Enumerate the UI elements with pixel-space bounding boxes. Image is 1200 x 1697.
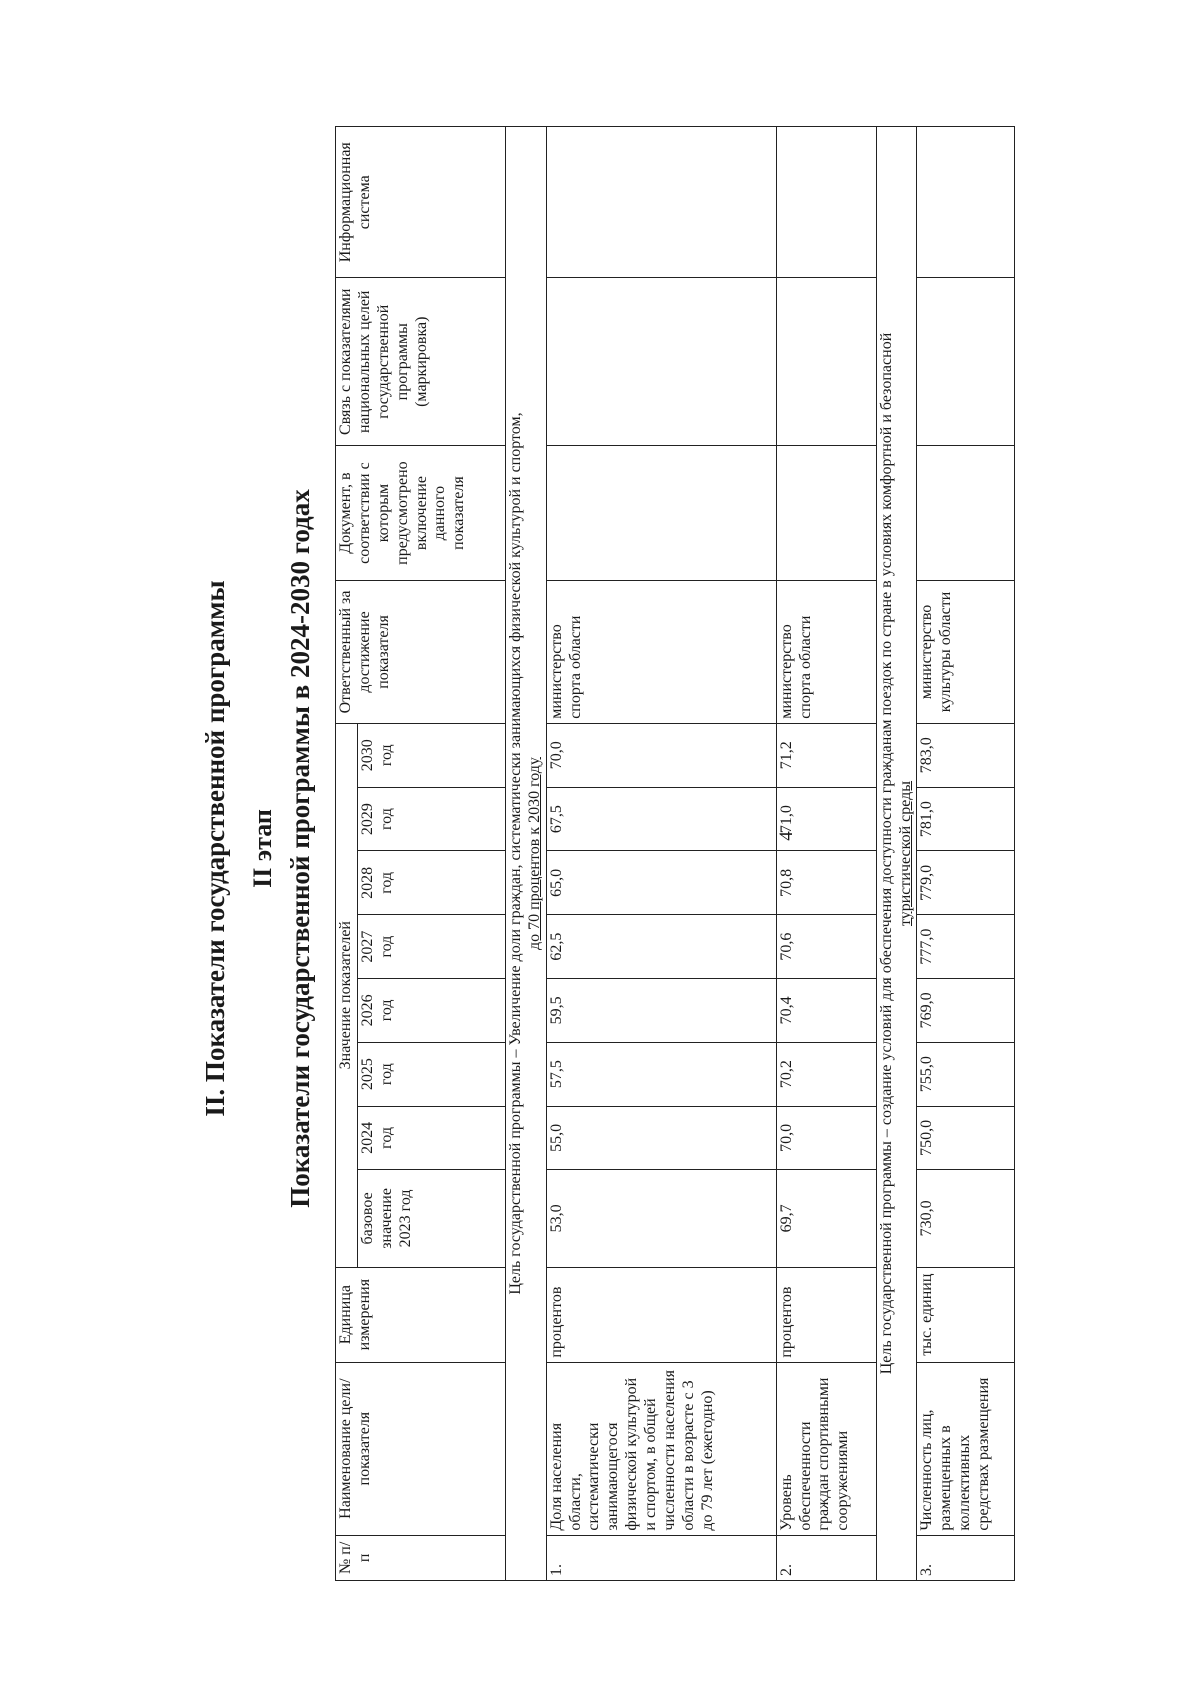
row-document xyxy=(917,446,1015,581)
row-name: Доля населения области, систематически занимающегося физической культурой и спортом, в общей численности населения области в возрасте с 3 до 79 лет (ежегодно) xyxy=(546,1362,776,1535)
header-responsible: Ответственный за достижение показателя xyxy=(336,581,506,724)
row-value: 57,5 xyxy=(546,1042,776,1106)
table-row xyxy=(917,127,1015,1581)
table-row xyxy=(546,127,776,1581)
row-base: 53,0 xyxy=(546,1170,776,1267)
row-link xyxy=(776,278,876,446)
row-base: 730,0 xyxy=(917,1170,1015,1267)
header-year: 2029 год xyxy=(357,787,505,851)
row-value: 71,2 xyxy=(776,723,876,787)
row-value: 755,0 xyxy=(917,1042,1015,1106)
page-number: 4 xyxy=(776,831,797,841)
row-value: 779,0 xyxy=(917,851,1015,915)
header-name: Наименование цели/показателя xyxy=(336,1362,506,1535)
table-row xyxy=(776,127,876,1581)
header-row-top xyxy=(336,127,358,1581)
header-year: 2028 год xyxy=(357,851,505,915)
header-year: 2030 год xyxy=(357,723,505,787)
row-value: 70,0 xyxy=(776,1106,876,1170)
header-unit: Единица измерения xyxy=(336,1267,506,1362)
row-unit: тыс. единиц xyxy=(917,1267,1015,1362)
header-num: № п/п xyxy=(336,1535,506,1580)
row-value: 783,0 xyxy=(917,723,1015,787)
row-value: 62,5 xyxy=(546,915,776,979)
goal-1-line1: Цель государственной программы – Увеличение доли граждан, систематически занимающихся физической культурой и спортом, xyxy=(506,412,524,1295)
row-base: 69,7 xyxy=(776,1170,876,1267)
header-link: Связь с показателями национальных целей государственной программы (маркировка) xyxy=(336,278,506,446)
row-num: 2. xyxy=(776,1535,876,1580)
goal-row xyxy=(876,127,917,1581)
header-year: 2024 год xyxy=(357,1106,505,1170)
row-value: 59,5 xyxy=(546,978,776,1042)
row-responsible: министерство спорта области xyxy=(546,581,776,724)
header-year: 2025 год xyxy=(357,1042,505,1106)
row-unit: процентов xyxy=(546,1267,776,1362)
indicators-table xyxy=(335,126,1015,1581)
goal-2-line2: туристической среды xyxy=(896,780,914,927)
header-year: 2026 год xyxy=(357,978,505,1042)
row-link xyxy=(917,278,1015,446)
row-value: 70,0 xyxy=(546,723,776,787)
row-value: 777,0 xyxy=(917,915,1015,979)
row-value: 781,0 xyxy=(917,787,1015,851)
table-title: Показатели государственной программы в 2024-2030 годах xyxy=(285,489,315,1208)
row-num: 3. xyxy=(917,1535,1015,1580)
header-document: Документ, в соответствии с которым предусмотрено включение данного показателя xyxy=(336,446,506,581)
row-value: 70,2 xyxy=(776,1042,876,1106)
row-name: Численность лиц, размещенных в коллективных средствах размещения xyxy=(917,1362,1015,1535)
goal-1-line2: до 70 процентов к 2030 году xyxy=(525,757,543,950)
row-value: 55,0 xyxy=(546,1106,776,1170)
row-responsible: министерство культуры области xyxy=(917,581,1015,724)
row-value: 70,8 xyxy=(776,851,876,915)
row-document xyxy=(776,446,876,581)
header-year: 2027 год xyxy=(357,915,505,979)
row-value: 70,6 xyxy=(776,915,876,979)
row-link xyxy=(546,278,776,446)
goal-row xyxy=(505,127,546,1581)
header-base: базовое значение 2023 год xyxy=(357,1170,505,1267)
goal-2 xyxy=(876,127,917,1581)
row-num: 1. xyxy=(546,1535,776,1580)
stage-heading: II этап xyxy=(248,809,277,888)
row-responsible: министерство спорта области xyxy=(776,581,876,724)
row-value: 67,5 xyxy=(546,787,776,851)
row-value: 71,0 xyxy=(776,787,876,851)
section-heading: II. Показатели государственной программы xyxy=(200,580,230,1117)
row-value: 750,0 xyxy=(917,1106,1015,1170)
row-value: 70,4 xyxy=(776,978,876,1042)
row-name: Уровень обеспеченности граждан спортивными сооружениями xyxy=(776,1362,876,1535)
goal-2-line1: Цель государственной программы – создание условий для обеспечения доступности гражданам поездок по стране в условиях комфортной и безопасной xyxy=(877,332,895,1375)
row-info xyxy=(776,127,876,278)
row-document xyxy=(546,446,776,581)
row-value: 65,0 xyxy=(546,851,776,915)
row-info xyxy=(546,127,776,278)
row-unit: процентов xyxy=(776,1267,876,1362)
row-value: 769,0 xyxy=(917,978,1015,1042)
header-values-group: Значение показателей xyxy=(336,723,358,1267)
row-info xyxy=(917,127,1015,278)
goal-1 xyxy=(505,127,546,1581)
header-info: Информационная система xyxy=(336,127,506,278)
